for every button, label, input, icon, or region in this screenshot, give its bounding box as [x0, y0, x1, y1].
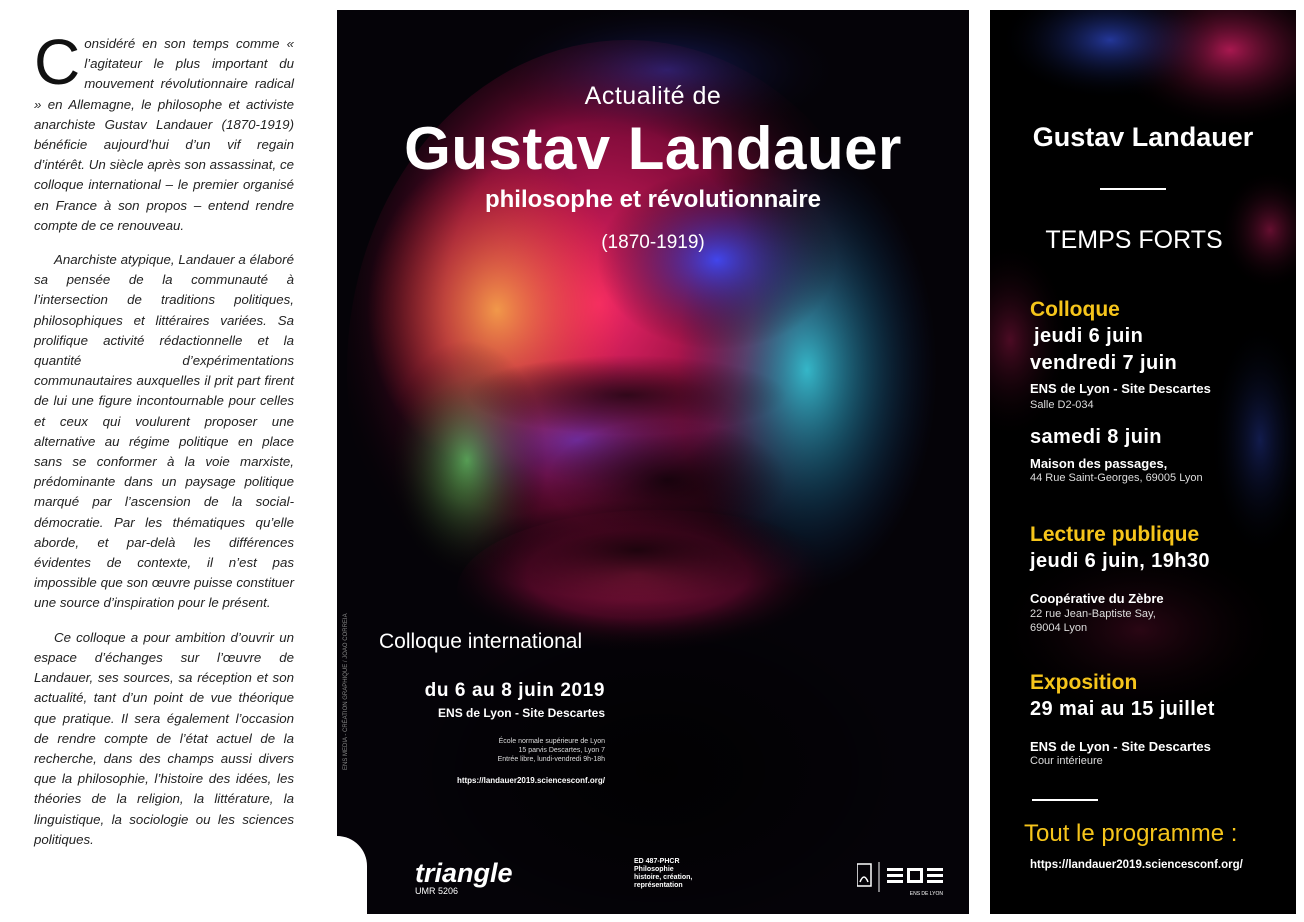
poster-address-line: Entrée libre, lundi-vendredi 9h-18h [497, 756, 605, 763]
lecture-heading: Lecture publique [1030, 523, 1200, 546]
samedi-date: samedi 8 juin [1030, 426, 1162, 448]
exposition-heading: Exposition [1030, 671, 1138, 694]
exposition-date: 29 mai au 15 juillet [1030, 698, 1215, 720]
programme-url-link[interactable]: https://landauer2019.sciencesconf.org/ [1030, 859, 1243, 871]
ens-lyon-logo [857, 862, 947, 898]
poster-address-line: 15 parvis Descartes, Lyon 7 [518, 747, 605, 754]
intro-paragraph-1-text: onsidéré en son temps comme « l’agitateur le plus important du mouvement révolutionnaire radical » en Allemagne, le philosophe et activiste anarchiste Gustav Landauer (1870-1919) bénéficie aujourd’hui d’un vif regain d’intérêt. Un siècle après son assassinat, ce colloque international – le premier organisé en France à son propos – entend rendre compte de ce renouveau. [34, 36, 294, 233]
poster-address-line: École normale supérieure de Lyon [498, 738, 605, 745]
intro-paragraph-2: Anarchiste atypique, Landauer a élaboré sa pensée de la communauté à l’intersection de traditions politiques, philosophiques et littéraires variées. Sa prolifique activité rédactionnelle et la quantité d’expérimentations communautaires auxquelles il prit part firent de lui une figure incontournable pour celles et ceux qui voulurent proposer une alternative au régime politique en place sans se conformer à la voie marxiste, prédominante dans un paysage politique marqué par l’ascension de la social-démocratie. Par les thématiques qu’elle aborde, et par-delà les différences évidentes de contexte, il n’est pas impossible que son œuvre puisse constituer une source d’inspiration pour le présent. [34, 252, 294, 611]
poster-subtitle: philosophe et révolutionnaire [484, 186, 822, 213]
ed-line: représentation [634, 882, 683, 889]
colloque-place: ENS de Lyon - Site Descartes [1030, 381, 1211, 396]
ed-line: Philosophie [634, 866, 674, 873]
divider [1032, 799, 1098, 801]
samedi-place: Maison des passages, [1030, 456, 1168, 471]
colloque-date-2: vendredi 7 juin [1030, 352, 1178, 374]
highlights-sidebar [990, 10, 1296, 914]
drop-cap: C [34, 26, 81, 98]
exposition-place: ENS de Lyon - Site Descartes [1030, 739, 1211, 754]
ed-code: ED 487-PHCR [634, 858, 680, 865]
programme-label: Tout le programme : [1024, 820, 1238, 847]
ed-phcr-logo [634, 858, 692, 890]
colloque-heading: Colloque [1030, 298, 1120, 321]
ens-logo-caption: ENS DE LYON [909, 891, 943, 897]
poster-credit: ENS MEDIA - CRÉATION GRAPHIQUE / JOAO CORREIA [343, 613, 349, 770]
colloque-date-1: jeudi 6 juin [1034, 325, 1144, 347]
colloque-room: Salle D2-034 [1030, 399, 1094, 411]
exposition-room: Cour intérieure [1030, 755, 1103, 767]
event-poster [337, 10, 969, 914]
intro-paragraph-1 [34, 26, 294, 236]
lecture-address-1: 22 rue Jean-Baptiste Say, [1030, 608, 1156, 620]
poster-url-link[interactable]: https://landauer2019.sciencesconf.org/ [456, 776, 605, 785]
sidebar-title: Gustav Landauer [1032, 122, 1254, 152]
poster-title: Gustav Landauer [404, 115, 902, 182]
poster-event-place: ENS de Lyon - Site Descartes [438, 706, 605, 720]
poster-life-dates: (1870-1919) [601, 232, 705, 253]
poster-pretitle: Actualité de [584, 82, 722, 110]
divider [1100, 188, 1166, 190]
triangle-logo: triangle [415, 858, 513, 888]
lecture-address-2: 69004 Lyon [1030, 622, 1088, 634]
samedi-address: 44 Rue Saint-Georges, 69005 Lyon [1030, 472, 1203, 484]
ed-line: histoire, création, [634, 874, 693, 881]
lecture-place: Coopérative du Zèbre [1030, 591, 1164, 606]
poster-colloque-label: Colloque international [379, 630, 583, 653]
intro-text-column [34, 26, 294, 864]
lecture-date: jeudi 6 juin, 19h30 [1030, 550, 1210, 572]
triangle-logo-umr: UMR 5206 [415, 886, 459, 896]
intro-paragraph-3: Ce colloque a pour ambition d’ouvrir un espace d’échanges sur l’œuvre de Landauer, ses sources, sa réception et son actualité, tant d’un point de vue théorique que pratique. Il sera également l’occasion de rendre compte de l’état actuel de la recherche, dans des champs aussi divers que la philosophie, l’histoire des idées, les théories de la religion, la littérature, la linguistique, la sociologie ou les sciences politiques. [34, 629, 294, 847]
temps-forts-heading: TEMPS FORTS [1045, 226, 1223, 254]
poster-event-dates: du 6 au 8 juin 2019 [424, 680, 605, 701]
